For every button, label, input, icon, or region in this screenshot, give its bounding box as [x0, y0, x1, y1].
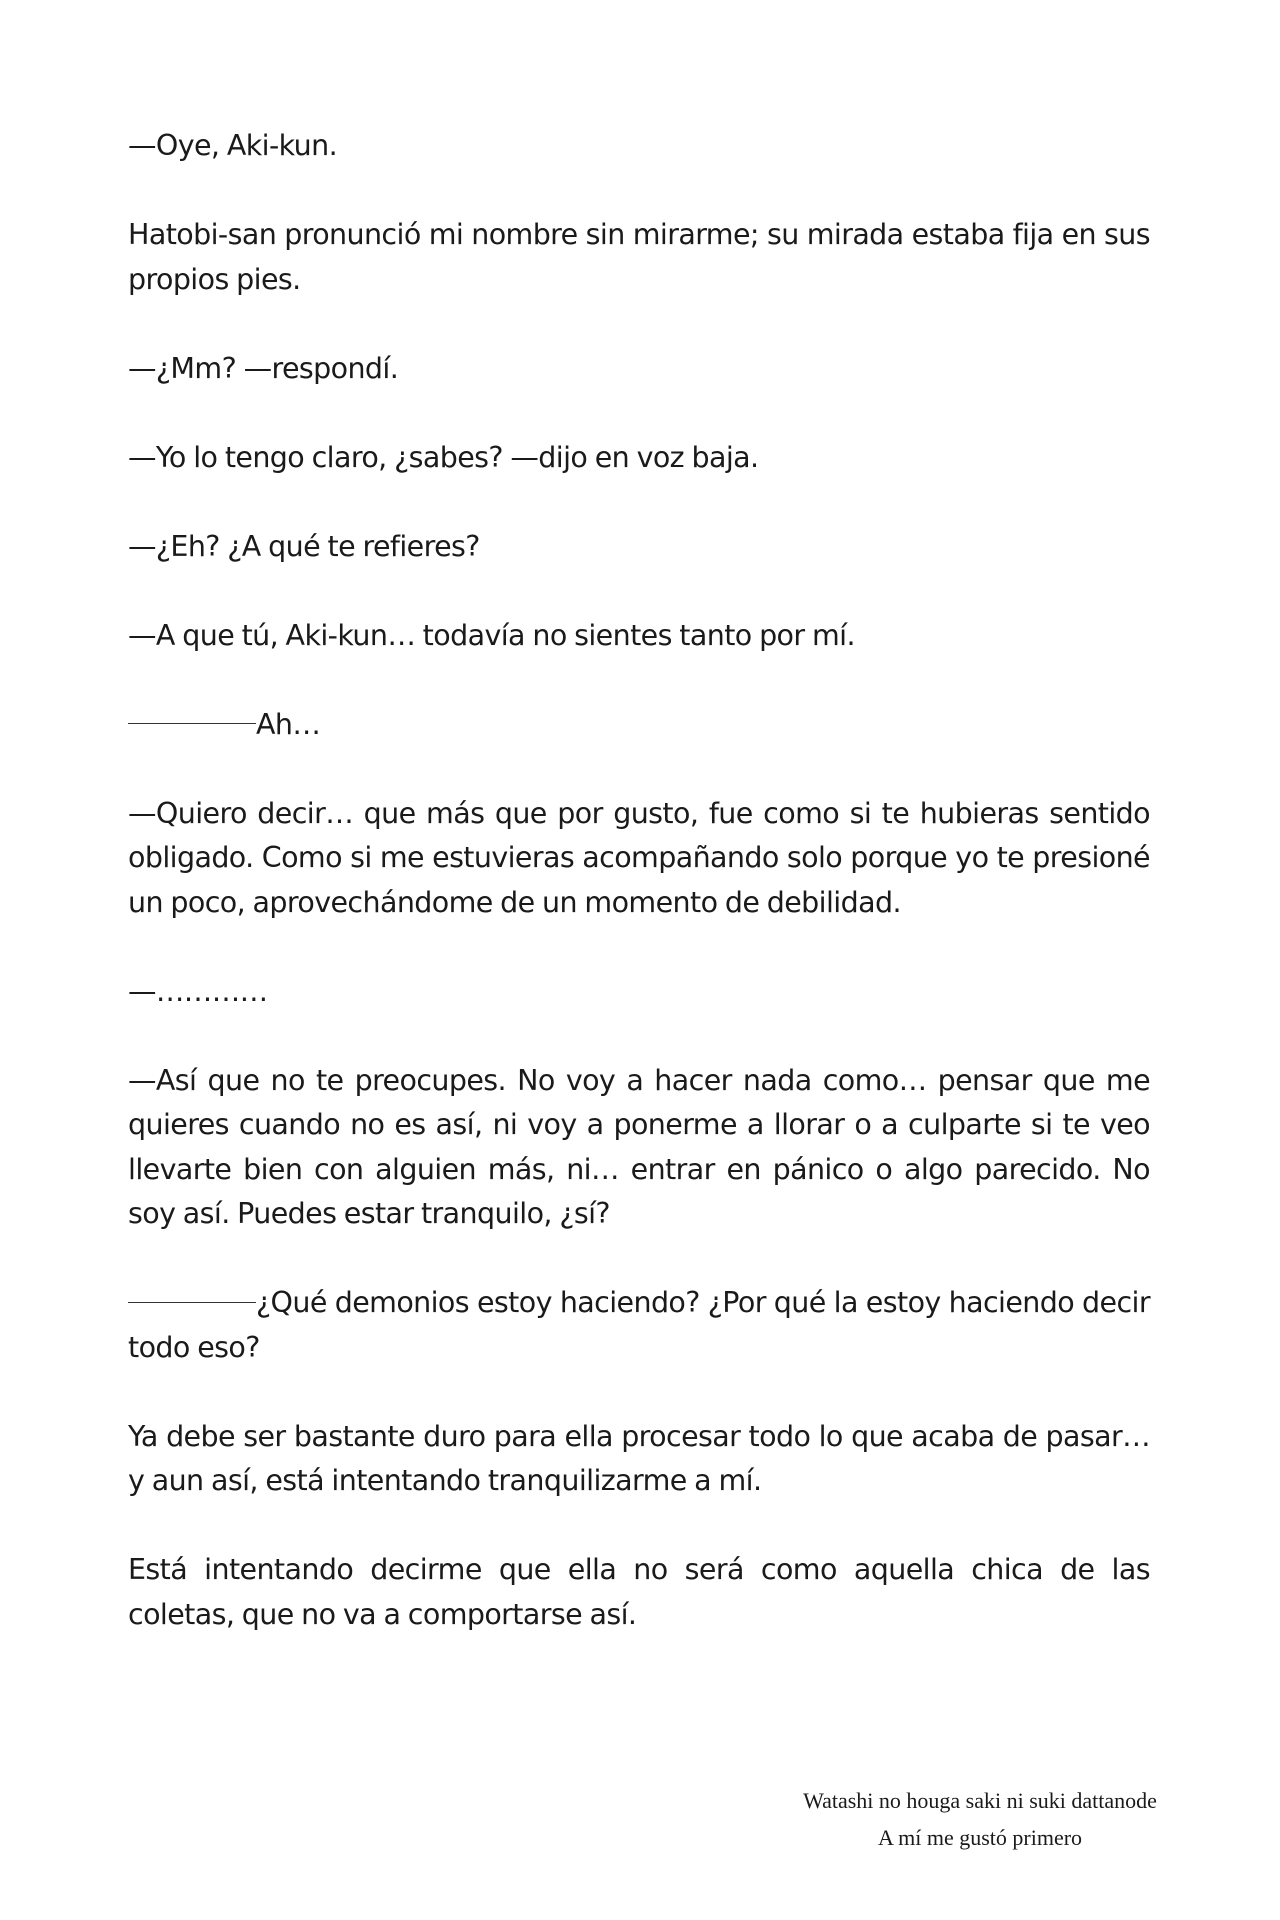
- paragraph-7: [128, 703, 1150, 748]
- paragraph-2: Hatobi-san pronunció mi nombre sin mirarme; su mirada estaba fija en sus propios pies.: [128, 218, 1150, 296]
- paragraph-8: —Quiero decir… que más que por gusto, fue como si te hubieras sentido obligado. Como si me estuvieras acompañando solo porque yo te presioné un poco, aprovechándome de un momento de debilidad.: [128, 796, 1150, 919]
- body-text: [128, 124, 1150, 1682]
- paragraph-9: —…………: [128, 974, 268, 1008]
- paragraph-6: —A que tú, Aki-kun… todavía no sientes tanto por mí.: [128, 618, 855, 652]
- dash-rule: [128, 1302, 256, 1303]
- paragraph-12: Ya debe ser bastante duro para ella procesar todo lo que acaba de pasar… y aun así, está intentando tranquilizarme a mí.: [128, 1419, 1150, 1497]
- paragraph-11: [128, 1281, 1150, 1370]
- paragraph-4: —Yo lo tengo claro, ¿sabes? —dijo en voz baja.: [128, 440, 759, 474]
- paragraph-10: —Así que no te preocupes. No voy a hacer nada como… pensar que me quieres cuando no es así, ni voy a ponerme a llorar o a culparte si te veo llevarte bien con alguien más, ni… entrar en pánico o algo parecido. No soy así. Puedes estar tranquilo, ¿sí?: [128, 1063, 1150, 1230]
- footer-title-romaji: Watashi no houga saki ni suki dattanode: [803, 1788, 1157, 1813]
- paragraph-13: Está intentando decirme que ella no será como aquella chica de las coletas, que no va a comportarse así.: [128, 1553, 1150, 1631]
- paragraph-7-text: Ah…: [256, 707, 321, 741]
- paragraph-3: —¿Mm? —respondí.: [128, 351, 399, 385]
- paragraph-11-text: ¿Qué demonios estoy haciendo? ¿Por qué la estoy haciendo decir todo eso?: [128, 1286, 1150, 1364]
- footer-title-spanish: A mí me gustó primero: [877, 1825, 1083, 1850]
- paragraph-1: —Oye, Aki-kun.: [128, 129, 338, 162]
- page-footer: [740, 1782, 1220, 1856]
- dash-rule: [128, 723, 256, 724]
- paragraph-5: —¿Eh? ¿A qué te refieres?: [128, 529, 480, 563]
